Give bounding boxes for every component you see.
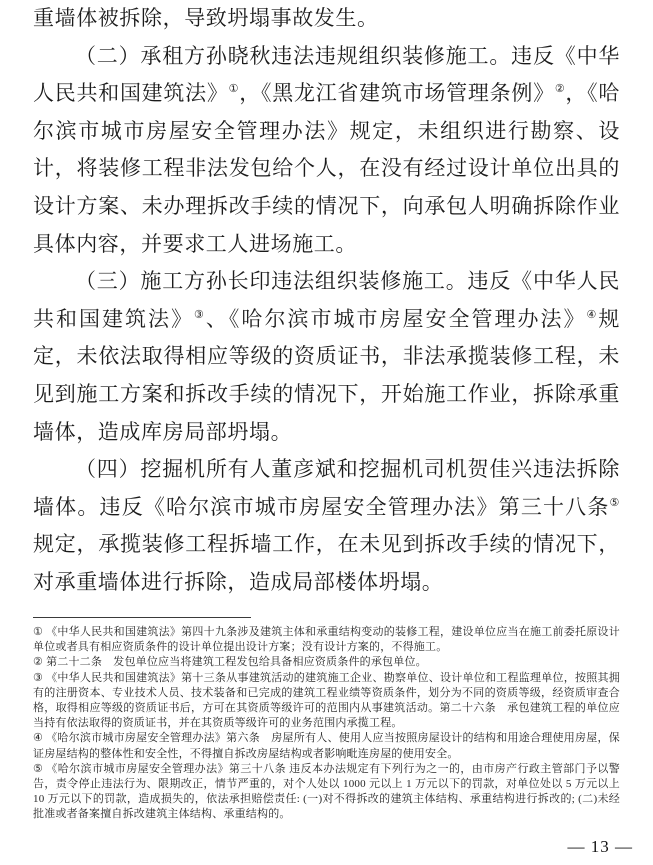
footnotes-section [33, 617, 620, 823]
footnote-ref: ① [228, 83, 240, 96]
footnotes-list [33, 625, 620, 823]
body-paragraphs [33, 0, 620, 602]
footnote-item: ④ 《哈尔滨市城市房屋安全管理办法》第六条 房屋所有人、使用人应当按照房屋设计的结构和用途合理使用房屋，保证房屋结构的整体性和安全性，不得擅自拆改房屋结构或者影响毗连房屋的使用安全。 [33, 732, 621, 760]
document-body [33, 0, 620, 602]
footnote-marker: ① [33, 626, 44, 638]
footnote-marker: ③ [33, 671, 44, 684]
page-number-text: — 13 — [567, 837, 633, 856]
footnote-ref: ③ [194, 308, 206, 321]
footnote-marker: ④ [33, 732, 44, 745]
footnote-item: ① 《中华人民共和国建筑法》第四十九条涉及建筑主体和承重结构变动的装修工程，建设单位应当在施工前委托原设计单位或者具有相应资质条件的设计单位提出设计方案；没有设计方案的，不得施工。 [33, 626, 621, 654]
footnote-item: ② 第二十二条 发包单位应当将建筑工程发包给具备相应资质条件的承包单位。 [33, 656, 427, 669]
footnote-marker: ② [33, 656, 44, 669]
footnote-ref: ② [554, 83, 566, 96]
body-paragraph: （四）挖掘机所有人董彦斌和挖掘机司机贺佳兴违法拆除墙体。违反《哈尔滨市城市房屋安全管理办法》第三十八条⑤规定，承揽装修工程拆墙工作，在未见到拆改手续的情况下，对承重墙体进行拆除，造成局部楼体坍塌。 [33, 457, 620, 594]
body-paragraph: （三）施工方孙长印违法组织装修施工。违反《中华人民共和国建筑法》③、《哈尔滨市城市房屋安全管理办法》④规定，未依法取得相应等级的资质证书，非法承揽装修工程，未见到施工方案和拆改手续的情况下，开始施工作业，拆除承重墙体，造成库房局部坍塌。 [33, 269, 621, 444]
footnote-ref: ④ [586, 308, 599, 321]
body-paragraph: （二）承租方孙晓秋违法违规组织装修施工。违反《中华人民共和国建筑法》①，《黑龙江省建筑市场管理条例》②，《哈尔滨市城市房屋安全管理办法》规定，未组织进行勘察、设计，将装修工程非法发包给个人，在没有经过设计单位出具的设计方案、未办理拆改手续的情况下，向承包人明确拆除作业具体内容，并要求工人进场施工。 [33, 43, 620, 256]
page-number [568, 837, 634, 857]
body-paragraph: 重墙体被拆除，导致坍塌事故发生。 [33, 6, 379, 30]
footnote-ref: ⑤ [609, 496, 620, 509]
footnote-marker: ⑤ [33, 762, 44, 775]
footnote-separator [33, 617, 251, 618]
footnote-item: ③ 《中华人民共和国建筑法》第十三条从事建筑活动的建筑施工企业、勘察单位、设计单位和工程监理单位，按照其拥有的注册资本、专业技术人员、技术装备和已完成的建筑工程业绩等资质条件，划分为不同的资质等级，经资质审查合格，取得相应等级的资质证书后，方可在其资质等级许可的范围内从事建筑活动。第二十六条 承包建筑工程的单位应当持有依法取得的资质证书，并在其资质等级许可的业务范围内承揽工程。 [33, 671, 621, 730]
footnote-item: ⑤ 《哈尔滨市城市房屋安全管理办法》第三十八条 违反本办法规定有下列行为之一的，由市房产行政主管部门予以警告，责令停止违法行为、限期改正，情节严重的，对个人处以 1000 元以上 1 万元以下的罚款，对单位处以 5 万元以上 10 万元以下的罚款，造成损失的，依法承担赔偿责任: (一)对不得拆改的建筑主体结构、承重结构进行拆改的; (二)未经批准或者备案擅自拆改建筑主体结构、承重结构的。 [33, 762, 620, 821]
